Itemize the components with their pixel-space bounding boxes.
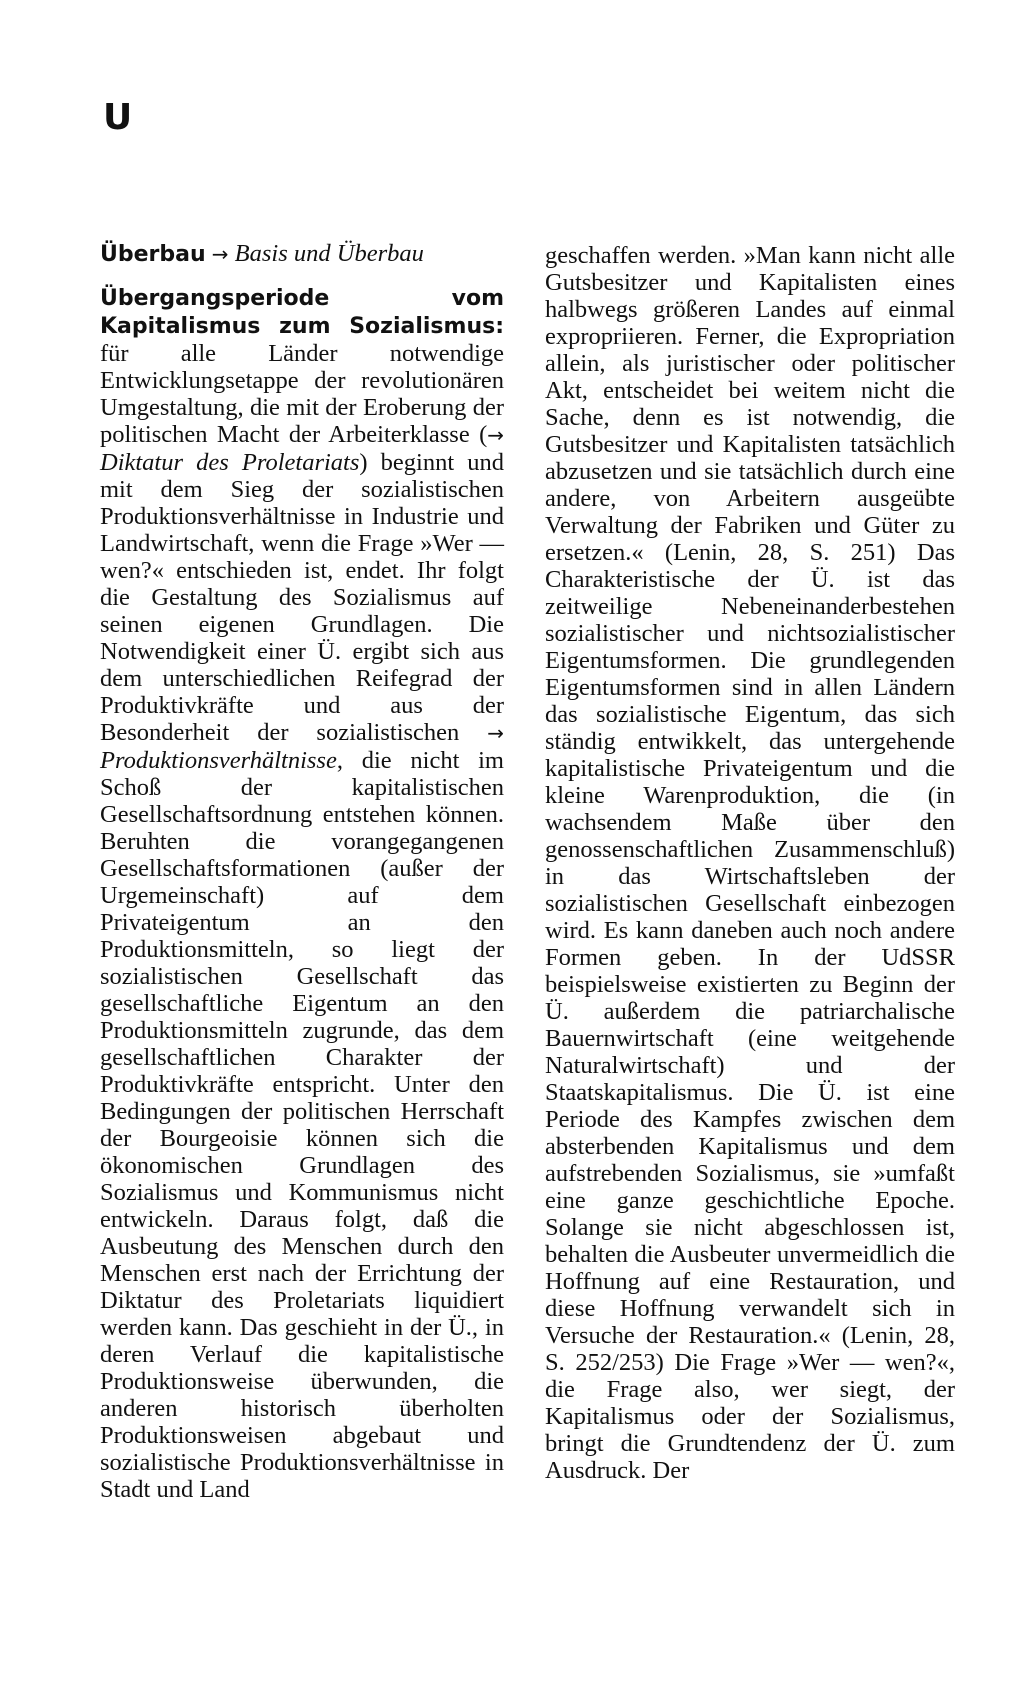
left-column [100, 240, 504, 1503]
arrow-icon: → [211, 242, 229, 266]
entry-text: , die nicht im Schoß der kapitalistischen Gesellschaftsordnung entstehen können. Beruhten die vorangegangenen Gesellschaftsformationen (außer der Urgemeinschaft) auf dem Privateigentum an den Produktionsmitteln, so liegt der sozialistischen Gesellschaft das gesellschaftliche Eigentum an den Produktionsmitteln zugrunde, das dem gesellschaftlichen Charakter der Produktivkräfte entspricht. Unter den Bedingungen der politischen Herrschaft der Bourgeoisie können sich die ökonomischen Grundlagen des Sozialismus und Kommunismus nicht entwickeln. Daraus folgt, daß die Ausbeutung des Menschen durch den Menschen erst nach der Errichtung der Diktatur des Proletariats liquidiert werden kann. Das geschieht in der Ü., in deren Verlauf die kapitalistische Produktionsweise überwunden, die anderen historisch überholten Produktionsweisen abgebaut und sozialistische Produktionsverhältnisse in Stadt und Land [100, 747, 504, 1503]
entry-lemma: Übergangsperiode vom Kapitalismus zum Sozialismus: [100, 286, 504, 339]
arrow-icon: → [487, 423, 504, 447]
entry-ueberbau [100, 240, 504, 268]
entry-text: für alle Länder notwendige Entwicklungsetappe der revolutionären Umgestaltung, die mit der Eroberung der politischen Macht der Arbeiterklasse ( [100, 340, 504, 448]
right-column [545, 242, 955, 1484]
section-letter: U [103, 97, 133, 138]
entry-text: ) beginnt und mit dem Sieg der sozialistischen Produktionsverhältnisse in Industrie und Landwirtschaft, wenn die Frage »Wer — wen?« entschieden ist, endet. Ihr folgt die Gestaltung des Sozialismus auf seinen eigenen Grundlagen. Die Notwendigkeit einer Ü. ergibt sich aus dem unterschiedlichen Reifegrad der Produktivkräfte und aus der Besonderheit der sozialistischen [100, 449, 504, 746]
arrow-icon: → [487, 721, 504, 745]
entry-text-continued: geschaffen werden. »Man kann nicht alle Gutsbesitzer und Kapitalisten eines halbwegs größeren Landes auf einmal expropriieren. Ferner, die Expropriation allein, als juristischer oder politischer Akt, entscheidet bei weitem nicht die Sache, denn es ist notwendig, die Gutsbesitzer und Kapitalisten tatsächlich abzusetzen und sie tatsächlich durch eine andere, von Arbeitern ausgeübte Verwaltung der Fabriken und Güter zu ersetzen.« (Lenin, 28, S. 251) Das Charakteristische der Ü. ist das zeitweilige Nebeneinanderbestehen sozialistischer und nichtsozialistischer Eigentumsformen. Die grundlegenden Eigentumsformen sind in allen Ländern das sozialistische Eigentum, das sich ständig entwikkelt, das untergehende kapitalistische Privateigentum und die kleine Warenproduktion, die (in wachsendem Maße über den genossenschaftlichen Zusammenschluß) in das Wirtschaftsleben der sozialistischen Gesellschaft einbezogen wird. Es kann daneben auch noch andere Formen geben. In der UdSSR beispielsweise existierten zu Beginn der Ü. außerdem die patriarchalische Bauernwirtschaft (eine weitgehende Naturalwirtschaft) und der Staatskapitalismus. Die Ü. ist eine Periode des Kampfes zwischen dem absterbenden Kapitalismus und dem aufstrebenden Sozialismus, sie »umfaßt eine ganze geschichtliche Epoche. Solange sie nicht abgeschlossen ist, behalten die Ausbeuter unvermeidlich die Hoffnung auf eine Restauration, und diese Hoffnung verwandelt sich in Versuche der Restauration.« (Lenin, 28, S. 252/253) Die Frage »Wer — wen?«, die Frage also, wer siegt, der Kapitalismus oder der Sozialismus, bringt die Grundtendenz der Ü. zum Ausdruck. Der [545, 242, 955, 1484]
cross-reference-link[interactable]: Basis und Überbau [234, 240, 424, 267]
cross-reference-link[interactable]: Diktatur des Proletariats [100, 449, 360, 476]
cross-reference-link[interactable]: Produktionsverhältnisse [100, 747, 337, 774]
entry-uebergangsperiode [100, 284, 504, 1503]
entry-lemma: Überbau [100, 242, 206, 267]
